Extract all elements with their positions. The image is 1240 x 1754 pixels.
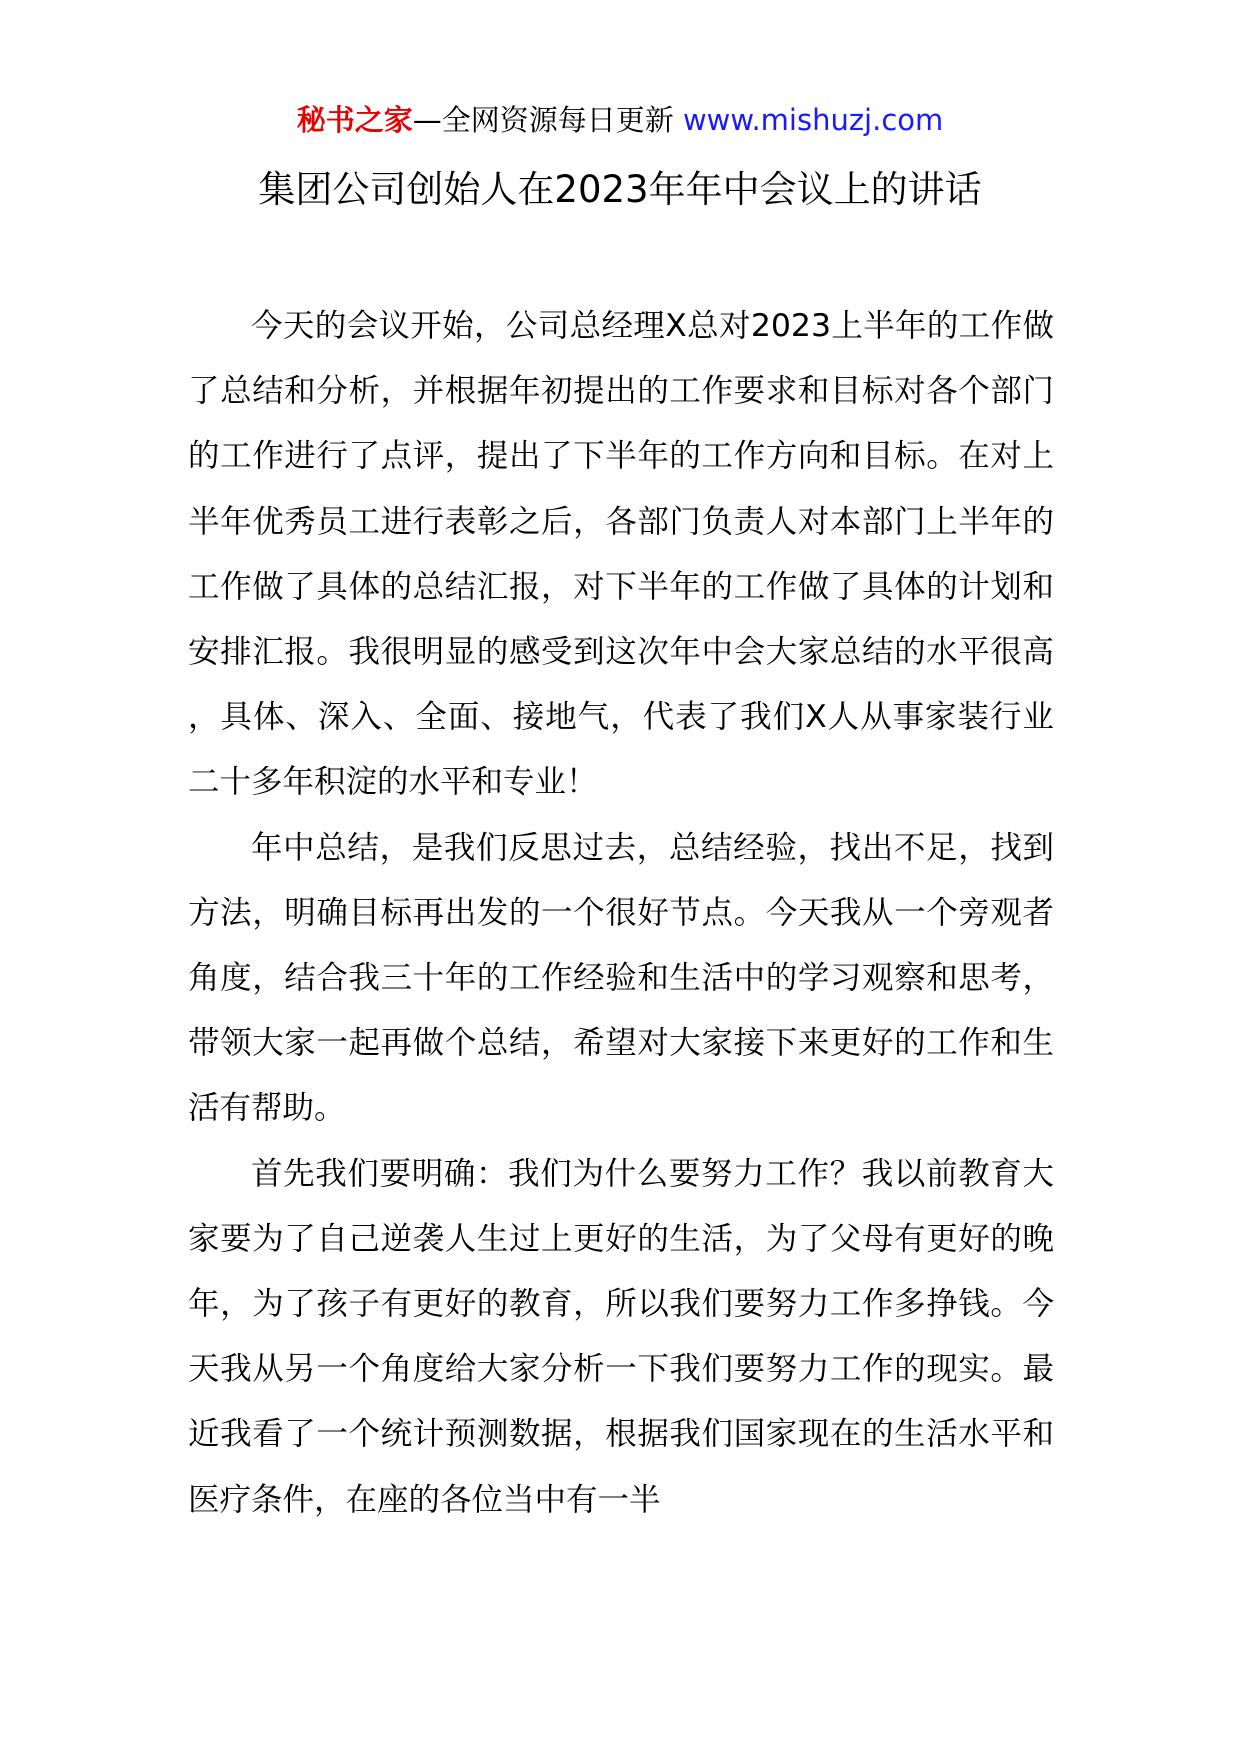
paragraph: 年中总结，是我们反思过去，总结经验，找出不足，找到方法，明确目标再出发的一个很好节点。今天我从一个旁观者角度，结合我三十年的工作经验和生活中的学习观察和思考，带领大家一起再做个总结，希望对大家接下来更好的工作和生活有帮助。: [188, 829, 1054, 1127]
site-slogan: —全网资源每日更新: [412, 103, 683, 137]
paragraph: 今天的会议开始，公司总经理X总对2023上半年的工作做了总结和分析，并根据年初提出的工作要求和目标对各个部门的工作进行了点评，提出了下半年的工作方向和目标。在对上半年优秀员工进行表彰之后，各部门负责人对本部门上半年的工作做了具体的总结汇报，对下半年的工作做了具体的计划和安排汇报。我很明显的感受到这次年中会大家总结的水平很高，具体、深入、全面、接地气，代表了我们X人从事家装行业二十多年积淀的水平和专业！: [188, 308, 1054, 801]
paragraph: 首先我们要明确：我们为什么要努力工作？我以前教育大家要为了自己逆袭人生过上更好的生活，为了父母有更好的晚年，为了孩子有更好的教育，所以我们要努力工作多挣钱。今天我从另一个角度给大家分析一下我们要努力工作的现实。最近我看了一个统计预测数据，根据我们国家现在的生活水平和医疗条件，在座的各位当中有一半: [188, 1155, 1054, 1518]
document-title: 集团公司创始人在2023年年中会议上的讲话: [258, 168, 982, 211]
site-brand: 秘书之家: [296, 103, 413, 137]
document-body: [188, 294, 1054, 1533]
site-url-link[interactable]: www.mishuzj.com: [682, 103, 944, 137]
site-header: [0, 100, 1240, 140]
